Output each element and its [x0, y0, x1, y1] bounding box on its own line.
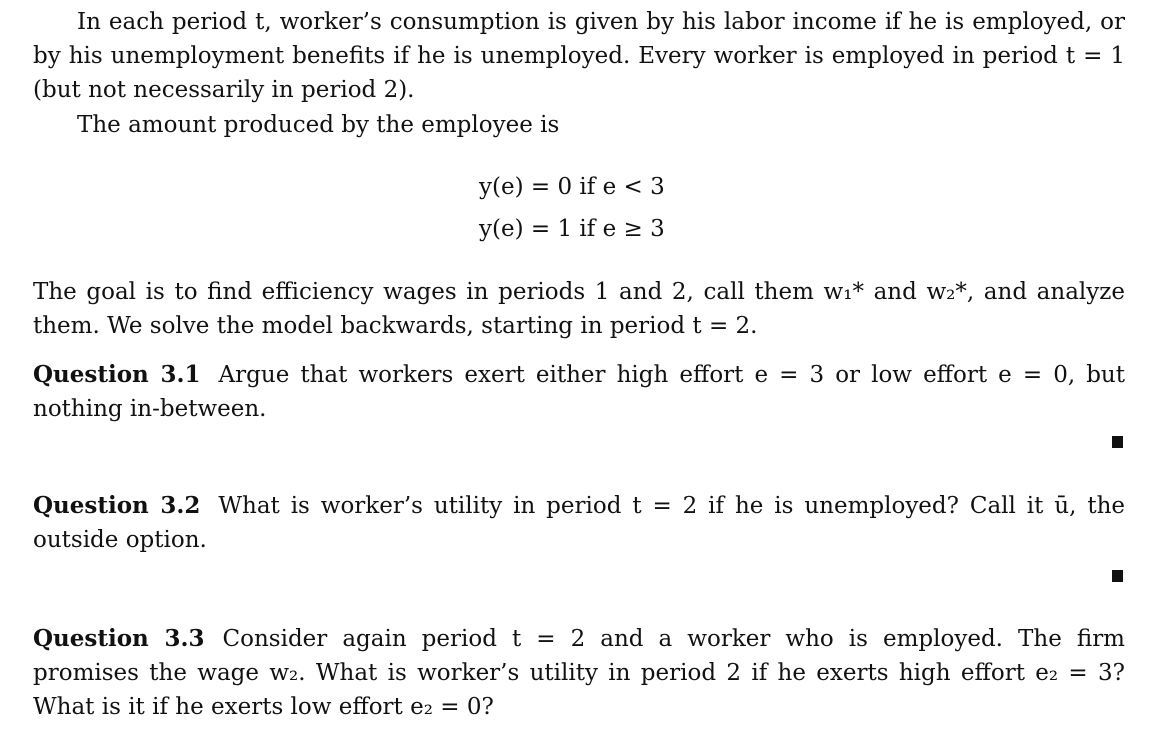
end-of-answer-mark	[1112, 436, 1123, 448]
intro-paragraph: In each period t, worker’s consumption is given by his labor income if he is employed, or by his unemployment benefits if he is unemployed. Every worker is employed in period t = 1 (but not necessarily in period 2).	[33, 9, 1125, 103]
question-3-3-text: Consider again period t = 2 and a worker who is employed. The firm promises the wage w₂. What is worker’s utility in period 2 if he exerts high effort e₂ = 3? What is it if he exerts low effort e₂ = 0?	[33, 626, 1125, 720]
question-3-3-label: Question 3.3	[33, 625, 205, 652]
question-3-2	[33, 489, 1125, 557]
equation-low-output: y(e) = 0 if e < 3	[479, 174, 665, 200]
equation-high-output: y(e) = 1 if e ≥ 3	[479, 216, 665, 242]
goal-paragraph: The goal is to find efficiency wages in periods 1 and 2, call them w₁* and w₂*, and analyze them. We solve the model backwards, starting in period t = 2.	[33, 279, 1125, 339]
end-of-answer-mark	[1112, 570, 1123, 582]
question-3-1-text: Argue that workers exert either high effort e = 3 or low effort e = 0, but nothing in-between.	[33, 362, 1125, 422]
question-3-2-label: Question 3.2	[33, 492, 201, 519]
question-3-2-text: What is worker’s utility in period t = 2 if he is unemployed? Call it ū, the outside option.	[33, 493, 1125, 553]
question-3-3	[33, 622, 1125, 724]
question-3-1-label: Question 3.1	[33, 361, 201, 388]
question-3-1	[33, 358, 1125, 426]
production-intro: The amount produced by the employee is	[77, 112, 560, 138]
